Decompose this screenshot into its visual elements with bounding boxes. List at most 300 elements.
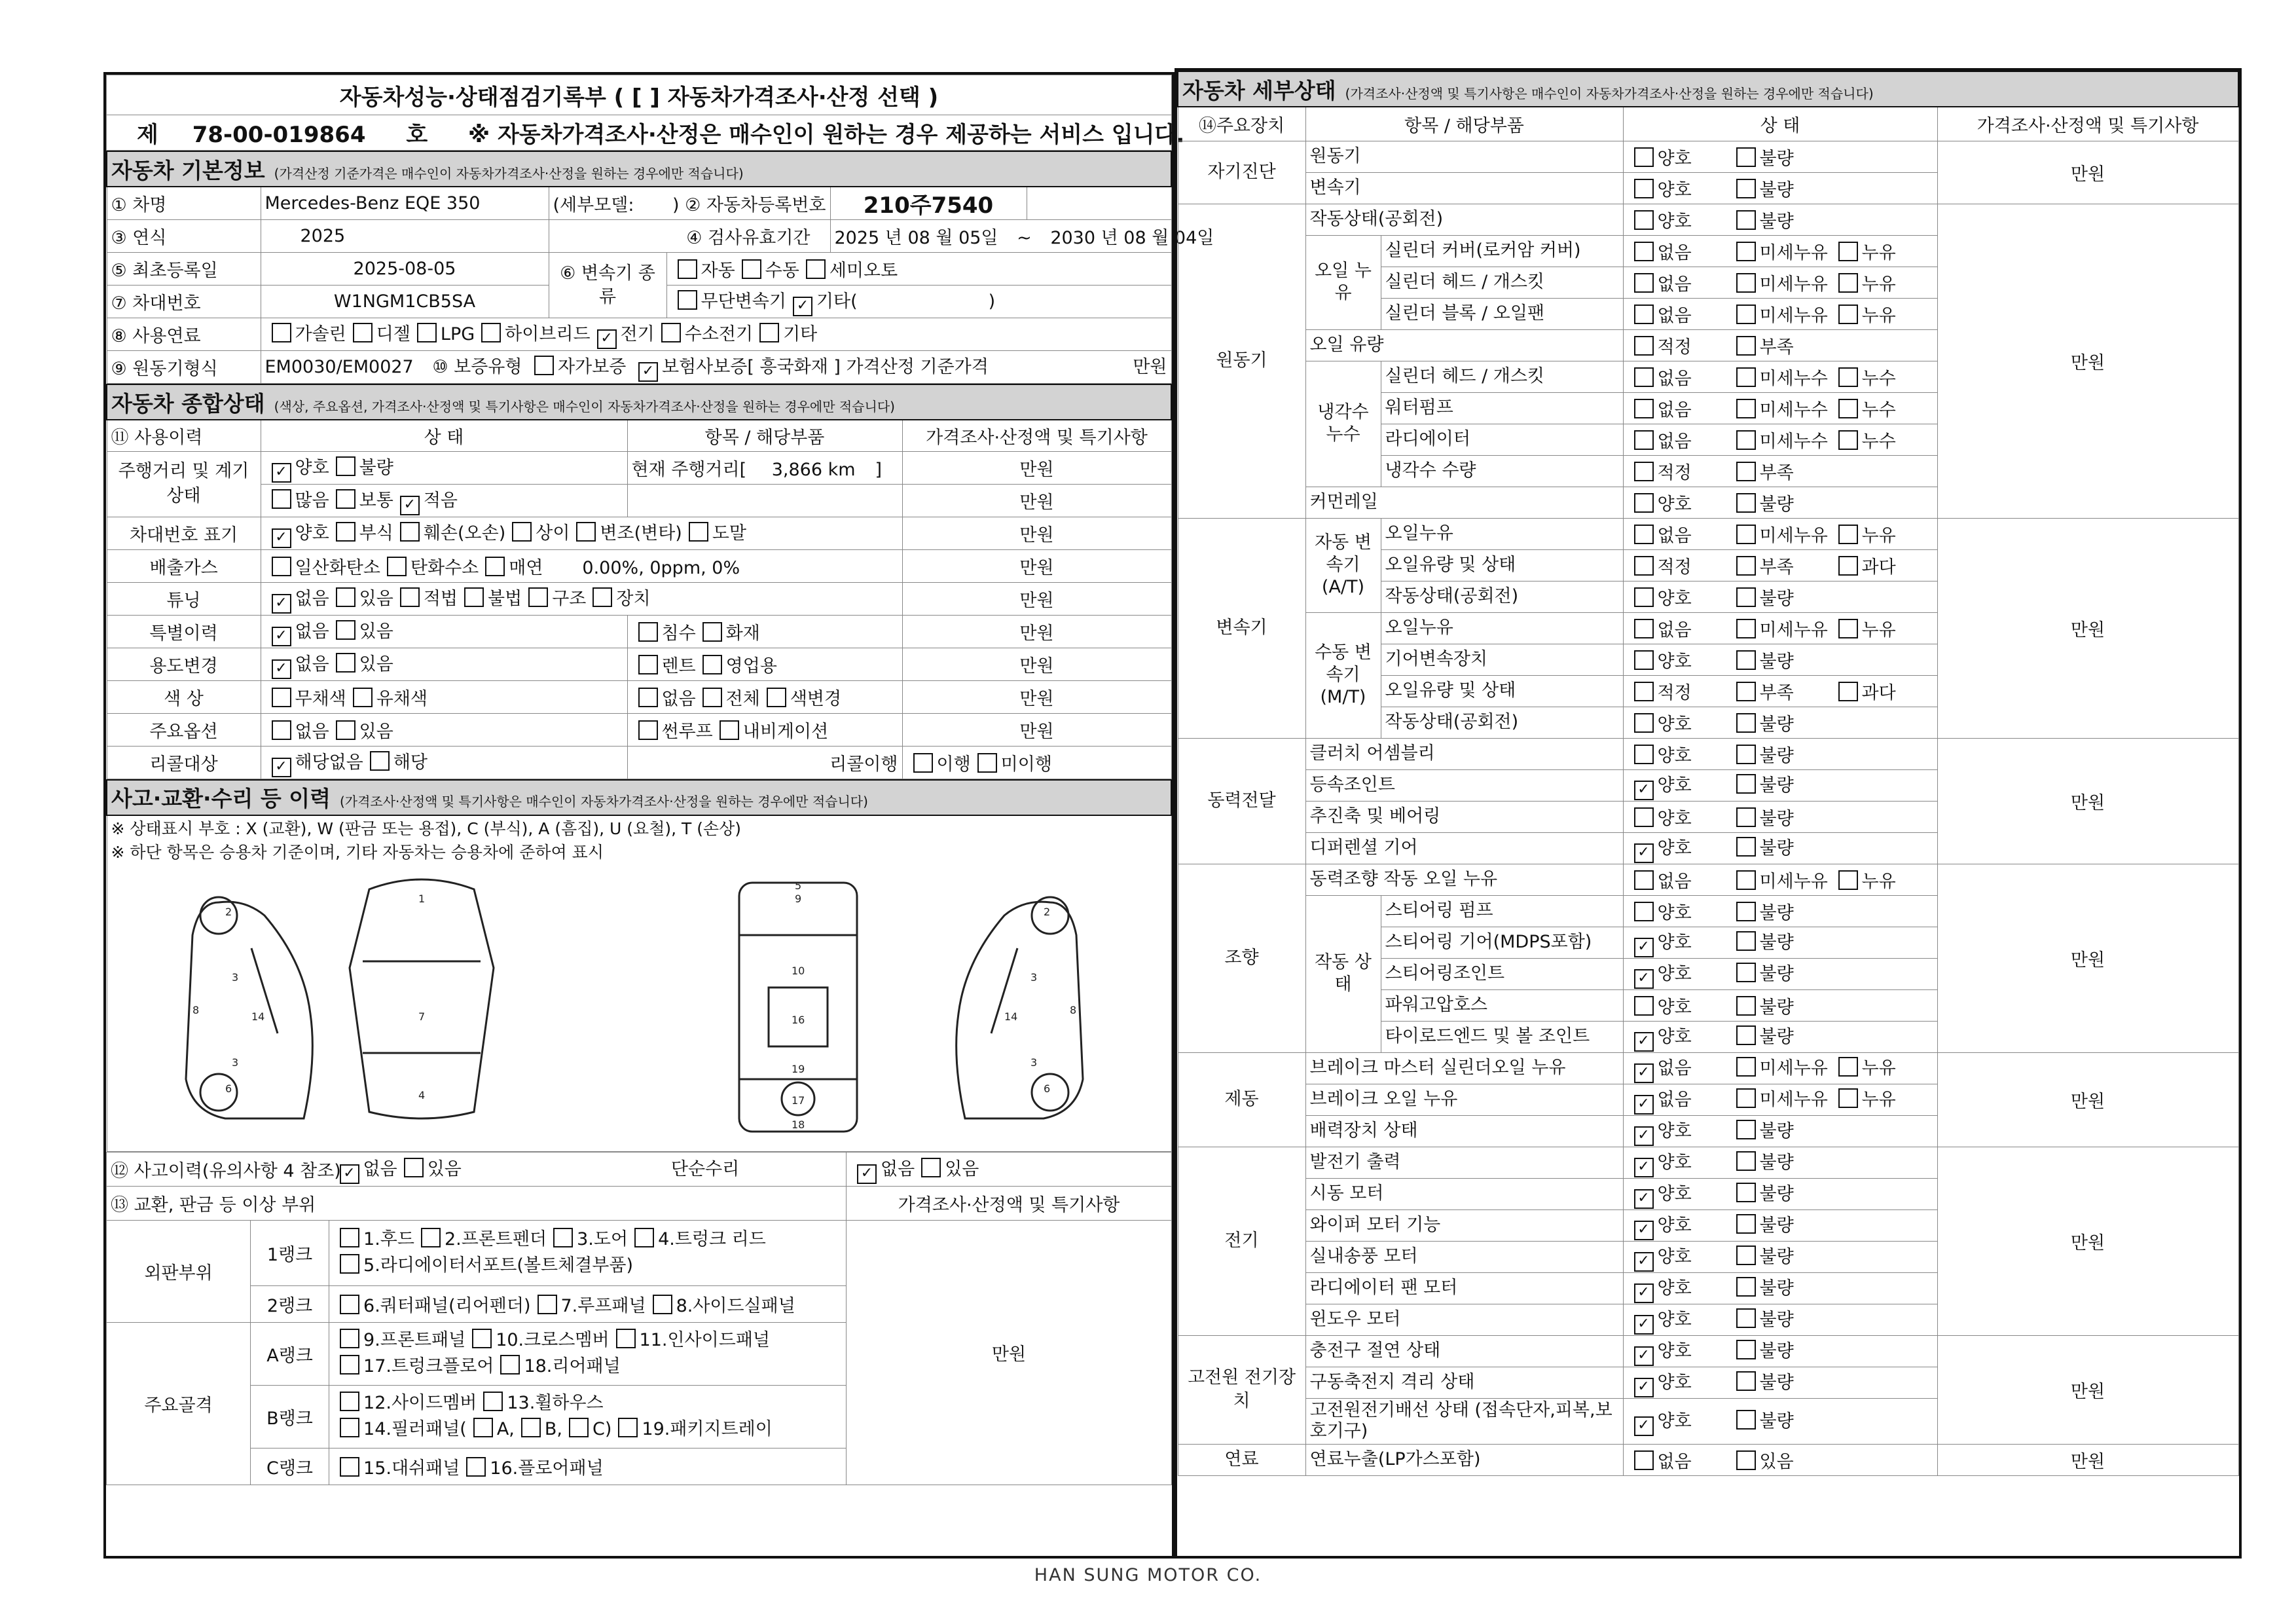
state-option: 누유	[1861, 1089, 1896, 1110]
state-checkbox[interactable]	[1736, 462, 1756, 481]
state-option: 미세누유	[1759, 619, 1828, 640]
color2-checkbox-2[interactable]	[767, 688, 786, 707]
rankC-checkbox-1[interactable]	[466, 1457, 486, 1477]
state-checkbox[interactable]: ✓	[1634, 1315, 1654, 1335]
normal: 보통	[359, 490, 393, 511]
color-checkbox-0[interactable]	[272, 688, 291, 707]
trans2-option-0: 무단변속기	[701, 291, 786, 312]
state-checkbox[interactable]	[1736, 556, 1756, 576]
color2-option-0: 없음	[661, 688, 696, 709]
right-panel	[1175, 68, 2242, 1559]
many: 많음	[295, 490, 329, 511]
state-checkbox[interactable]	[1736, 1057, 1756, 1077]
usage-option-1: 영업용	[725, 655, 777, 676]
state-checkbox[interactable]	[1634, 807, 1654, 827]
state-checkbox[interactable]	[1736, 837, 1756, 857]
group-7-item-1: 구동축전지 격리 상태	[1305, 1367, 1623, 1398]
rankC-option-1: 16.플로어패널	[490, 1458, 604, 1479]
few: 적음	[423, 490, 458, 511]
group-1-item-7: 라디에이터	[1381, 424, 1623, 455]
state-checkbox[interactable]	[1634, 650, 1654, 670]
rankBb-checkbox-0[interactable]	[473, 1418, 493, 1437]
state-checkbox[interactable]	[1736, 1410, 1756, 1430]
group-5-label: 제동	[1178, 1052, 1305, 1147]
group-2-sub-3: 수동 변속기 (M/T)	[1305, 612, 1381, 738]
repair-exist: 있음	[945, 1158, 979, 1179]
state-checkbox[interactable]	[1736, 619, 1756, 638]
state-option: 불량	[1759, 932, 1794, 953]
state-checkbox[interactable]	[1736, 587, 1756, 607]
state-checkbox[interactable]	[1736, 1025, 1756, 1045]
state-checkbox[interactable]	[1634, 210, 1654, 230]
state-option: 불량	[1759, 1278, 1794, 1299]
group-4-state-5	[1623, 1021, 1937, 1052]
group-2-state-0	[1623, 518, 1937, 549]
state-checkbox[interactable]: ✓	[1634, 1158, 1654, 1177]
state-checkbox[interactable]	[1634, 619, 1654, 638]
fuel-option-2: LPG	[440, 324, 475, 344]
repair-none-checkbox[interactable]: ✓	[857, 1164, 877, 1184]
state-checkbox[interactable]	[1634, 430, 1654, 450]
rankBb-checkbox-3[interactable]	[618, 1418, 638, 1437]
normal-checkbox[interactable]	[336, 489, 355, 509]
state-option: 양호	[1657, 963, 1692, 984]
rankB-label: B랭크	[251, 1385, 329, 1448]
recall-yes-checkbox[interactable]	[370, 751, 390, 771]
svg-text:2: 2	[225, 905, 232, 918]
state-option: 미세누수	[1759, 368, 1828, 389]
state-checkbox[interactable]: ✓	[1634, 1095, 1654, 1115]
group-1-state-7	[1623, 424, 1937, 455]
state-checkbox[interactable]	[1838, 242, 1858, 261]
state-checkbox[interactable]	[1736, 525, 1756, 544]
group-2-label: 변속기	[1178, 518, 1305, 738]
state-checkbox[interactable]	[1736, 745, 1756, 764]
accident-exist: 있음	[427, 1158, 462, 1179]
tuning-checkbox-2[interactable]	[528, 587, 548, 607]
detail-col-price: 가격조사·산정액 및 특기사항	[1937, 107, 2238, 141]
state-checkbox[interactable]: ✓	[1634, 1126, 1654, 1146]
rankBb-checkbox-2[interactable]	[569, 1418, 589, 1437]
emission-option-2: 매연	[509, 557, 543, 578]
state-option: 양호	[1657, 714, 1692, 735]
option-checkbox-0[interactable]	[638, 720, 658, 740]
state-checkbox[interactable]	[1838, 304, 1858, 324]
group-2-item-3: 오일누유	[1381, 612, 1623, 644]
fuel-checkbox-4[interactable]: ✓	[597, 329, 617, 349]
state-checkbox[interactable]	[1634, 587, 1654, 607]
trans2-option-1: 기타(	[816, 291, 858, 312]
rank2-option-1: 7.루프패널	[560, 1295, 646, 1316]
special-none-checkbox[interactable]: ✓	[272, 627, 291, 646]
state-checkbox[interactable]	[1736, 870, 1756, 890]
state-checkbox[interactable]	[1736, 963, 1756, 982]
state-option: 양호	[1657, 745, 1692, 766]
pillar-checkbox[interactable]	[340, 1418, 359, 1437]
tuning-checkbox-1[interactable]	[464, 587, 484, 607]
option-checkbox-1[interactable]	[720, 720, 739, 740]
group-4-sub-1: 작동 상태	[1305, 895, 1381, 1052]
emission-checkbox-2[interactable]	[485, 557, 505, 576]
special-none: 없음	[295, 621, 329, 642]
color-label: 색 상	[107, 680, 261, 713]
recall-none-checkbox[interactable]: ✓	[272, 758, 291, 777]
state-checkbox[interactable]	[1736, 1151, 1756, 1171]
form-title: 자동차성능·상태점검기록부 ( [ ] 자동차가격조사·산정 선택 )	[107, 75, 1172, 115]
usage-none: 없음	[295, 654, 329, 674]
rankB-checkbox-1[interactable]	[483, 1392, 503, 1411]
state-checkbox[interactable]	[1736, 1183, 1756, 1202]
state-checkbox[interactable]	[1634, 147, 1654, 167]
state-checkbox[interactable]	[1736, 273, 1756, 293]
group-6-item-3: 실내송풍 모터	[1305, 1241, 1623, 1272]
warranty-ins-checkbox[interactable]: ✓	[638, 362, 658, 382]
state-checkbox[interactable]	[1736, 430, 1756, 450]
tuning-checkbox-3[interactable]	[592, 587, 612, 607]
state-checkbox[interactable]	[1736, 210, 1756, 230]
rank2-checkbox-1[interactable]	[538, 1295, 557, 1314]
state-checkbox[interactable]	[1634, 273, 1654, 293]
group-2-item-6: 작동상태(공회전)	[1381, 707, 1623, 738]
state-option: 없음	[1657, 1451, 1692, 1472]
rankB-checkbox-0[interactable]	[340, 1392, 359, 1411]
state-checkbox[interactable]	[1634, 304, 1654, 324]
fuel-checkbox-2[interactable]	[417, 323, 437, 342]
state-checkbox[interactable]: ✓	[1634, 1189, 1654, 1209]
group-0-state-1	[1623, 172, 1937, 204]
state-checkbox[interactable]: ✓	[1634, 1346, 1654, 1366]
state-checkbox[interactable]	[1634, 179, 1654, 198]
rank1-checkbox-2[interactable]	[553, 1228, 573, 1247]
vinmark-checkbox-2[interactable]	[400, 522, 420, 542]
option-exist-checkbox[interactable]	[336, 720, 355, 740]
state-checkbox[interactable]	[1736, 1340, 1756, 1359]
state-checkbox[interactable]	[1736, 682, 1756, 701]
state-checkbox[interactable]	[1634, 870, 1654, 890]
state-checkbox[interactable]	[1736, 931, 1756, 951]
number-value: 78-00-019864	[192, 122, 366, 148]
group-2-unit: 만원	[1937, 518, 2238, 738]
state-checkbox[interactable]	[1736, 1277, 1756, 1297]
state-checkbox[interactable]: ✓	[1634, 1416, 1654, 1436]
state-checkbox[interactable]: ✓	[1634, 1032, 1654, 1052]
usage-checkbox-0[interactable]	[638, 655, 658, 674]
year: 2025	[261, 220, 549, 253]
option-none-checkbox[interactable]	[272, 720, 291, 740]
emission-checkbox-0[interactable]	[272, 557, 291, 576]
state-checkbox[interactable]	[1736, 807, 1756, 827]
group-2-sub-0: 자동 변속기 (A/T)	[1305, 518, 1381, 612]
color2-checkbox-1[interactable]	[702, 688, 722, 707]
group-2-item-2: 작동상태(공회전)	[1381, 581, 1623, 612]
inspect-to: 2030 년 08 월 04일	[1050, 228, 1214, 248]
state-checkbox[interactable]	[1634, 525, 1654, 544]
emission-checkbox-1[interactable]	[387, 557, 407, 576]
state-checkbox[interactable]: ✓	[1634, 781, 1654, 800]
usage-none-checkbox[interactable]: ✓	[272, 659, 291, 679]
state-option: 없음	[1657, 525, 1692, 546]
state-option: 불량	[1759, 1411, 1794, 1431]
state-checkbox[interactable]	[1838, 1057, 1858, 1077]
group-4-item-4: 파워고압호스	[1381, 989, 1623, 1021]
state-checkbox[interactable]	[1634, 462, 1654, 481]
trans1-option-2: 세미오토	[829, 261, 898, 281]
rank1b-checkbox-0[interactable]	[340, 1254, 359, 1274]
trans2-checkbox-0[interactable]	[678, 290, 697, 310]
mileage-bad-checkbox[interactable]	[336, 456, 355, 476]
vin-label: ⑦ 차대번호	[107, 286, 261, 318]
rankA-label: A랭크	[251, 1322, 329, 1385]
rank1-checkbox-1[interactable]	[421, 1228, 441, 1247]
mileage-unit: 만원	[902, 451, 1171, 484]
special-checkbox-1[interactable]	[702, 622, 722, 642]
color-options	[261, 680, 627, 713]
trans2-checkbox-1[interactable]: ✓	[793, 297, 812, 316]
group-6-state-5	[1623, 1304, 1937, 1335]
group-4-item-0: 동력조향 작동 오일 누유	[1305, 864, 1623, 895]
rankA-checkbox-0[interactable]	[340, 1329, 359, 1348]
state-checkbox[interactable]	[1838, 525, 1858, 544]
rank2-checkbox-0[interactable]	[340, 1295, 359, 1314]
rankBb-option-0: A,	[496, 1419, 515, 1439]
state-option: 불량	[1759, 775, 1794, 796]
state-checkbox[interactable]	[1634, 336, 1654, 356]
state-checkbox[interactable]	[1736, 399, 1756, 418]
color-option-0: 무채색	[295, 688, 346, 709]
group-7-item-0: 충전구 절연 상태	[1305, 1335, 1623, 1367]
state-checkbox[interactable]	[1838, 682, 1858, 701]
state-checkbox[interactable]	[1634, 399, 1654, 418]
tuning-exist-checkbox[interactable]	[336, 587, 355, 607]
svg-text:6: 6	[1043, 1082, 1050, 1095]
state-checkbox[interactable]	[1736, 147, 1756, 167]
state-checkbox[interactable]	[1838, 1088, 1858, 1108]
usage-exist-checkbox[interactable]	[336, 653, 355, 673]
warranty-self-checkbox[interactable]	[534, 356, 554, 375]
state-option: 양호	[1657, 179, 1692, 200]
recall-none: 해당없음	[295, 752, 363, 773]
header-table	[106, 75, 1185, 151]
accident-exist-checkbox[interactable]	[404, 1158, 424, 1177]
state-checkbox[interactable]	[1736, 1214, 1756, 1234]
vinmark-checkbox-3[interactable]	[512, 522, 532, 542]
repair-none: 없음	[881, 1158, 915, 1179]
state-option: 양호	[1657, 1152, 1692, 1173]
state-checkbox[interactable]	[1736, 367, 1756, 387]
col-state: 상 태	[261, 420, 627, 451]
mileage2-unit: 만원	[902, 484, 1171, 517]
accident-none-checkbox[interactable]: ✓	[340, 1164, 359, 1184]
group-3-state-0	[1623, 738, 1937, 769]
special-exist-checkbox[interactable]	[336, 620, 355, 640]
state-checkbox[interactable]	[1736, 1088, 1756, 1108]
rankAb-checkbox-1[interactable]	[500, 1355, 520, 1375]
group-1-sub-5: 냉각수 누수	[1305, 361, 1381, 487]
rank1-checkbox-3[interactable]	[634, 1228, 654, 1247]
color-checkbox-1[interactable]	[353, 688, 373, 707]
special-option-1: 화재	[725, 623, 760, 644]
many-checkbox[interactable]	[272, 489, 291, 509]
state-option: 미세누유	[1759, 525, 1828, 546]
state-checkbox[interactable]	[1634, 713, 1654, 733]
rankC-checkbox-0[interactable]	[340, 1457, 359, 1477]
accident-table	[106, 779, 1172, 1152]
recall-do: 리콜이행	[627, 746, 902, 779]
group-3-state-2	[1623, 801, 1937, 832]
state-option: 적정	[1657, 682, 1692, 703]
col-use: ⑪ 사용이력	[107, 420, 261, 451]
state-checkbox[interactable]	[1838, 556, 1858, 576]
state-checkbox[interactable]: ✓	[1634, 1221, 1654, 1240]
number-suffix: 호	[406, 122, 428, 148]
option-option-1: 내비게이션	[742, 721, 829, 742]
state-checkbox[interactable]	[1838, 870, 1858, 890]
engine: EM0030/EM0027	[264, 357, 414, 377]
state-checkbox[interactable]	[1736, 1120, 1756, 1139]
svg-text:5: 5	[794, 879, 801, 892]
state-checkbox[interactable]	[1634, 1450, 1654, 1470]
rankAb-checkbox-0[interactable]	[340, 1355, 359, 1375]
general-status-table	[106, 384, 1172, 779]
group-4-item-1: 스티어링 펌프	[1381, 895, 1623, 927]
trans1-checkbox-0[interactable]	[678, 259, 697, 279]
state-option: 부족	[1759, 462, 1794, 483]
usage-checkbox-1[interactable]	[702, 655, 722, 674]
fuel-checkbox-0[interactable]	[272, 323, 291, 342]
rankA-checkbox-2[interactable]	[616, 1329, 636, 1348]
state-option: 없음	[1657, 431, 1692, 452]
state-checkbox[interactable]	[1736, 336, 1756, 356]
vinmark-checkbox-4[interactable]	[576, 522, 596, 542]
rankB-pillar: 14.필러패널(	[363, 1419, 467, 1439]
group-4-item-5: 타이로드엔드 및 볼 조인트	[1381, 1021, 1623, 1052]
state-option: 없음	[1657, 1058, 1692, 1079]
state-checkbox[interactable]	[1736, 650, 1756, 670]
state-checkbox[interactable]	[1634, 493, 1654, 513]
recall-done-checkbox[interactable]	[913, 753, 933, 773]
state-checkbox[interactable]	[1634, 242, 1654, 261]
rankBb-checkbox-1[interactable]	[521, 1418, 541, 1437]
state-checkbox[interactable]	[1736, 1308, 1756, 1328]
color2-checkbox-0[interactable]	[638, 688, 658, 707]
state-checkbox[interactable]: ✓	[1634, 1283, 1654, 1303]
state-checkbox[interactable]	[1736, 304, 1756, 324]
state-checkbox[interactable]	[1634, 902, 1654, 921]
rank2-checkbox-2[interactable]	[653, 1295, 672, 1314]
state-checkbox[interactable]	[1838, 399, 1858, 418]
vinmark-checkbox-0[interactable]: ✓	[272, 528, 291, 548]
fuel-option-4: 전기	[620, 324, 655, 344]
state-checkbox[interactable]	[1736, 1246, 1756, 1265]
recall-not-checkbox[interactable]	[977, 753, 997, 773]
trans1-checkbox-1[interactable]	[742, 259, 761, 279]
group-1-unit: 만원	[1937, 204, 2238, 518]
state-checkbox[interactable]	[1634, 996, 1654, 1016]
state-checkbox[interactable]: ✓	[1634, 1378, 1654, 1397]
state-checkbox[interactable]	[1736, 1450, 1756, 1470]
emission-option-1: 탄화수소	[410, 557, 479, 578]
rankA-checkbox-1[interactable]	[472, 1329, 492, 1348]
mileage-good-checkbox[interactable]: ✓	[272, 463, 291, 483]
warranty-ins: 보험사보증[ 흥국화재 ]	[661, 357, 841, 377]
state-checkbox[interactable]	[1634, 682, 1654, 701]
state-option: 불량	[1759, 745, 1794, 766]
state-checkbox[interactable]	[1736, 713, 1756, 733]
state-option: 양호	[1657, 1278, 1692, 1299]
special-unit: 만원	[902, 615, 1171, 648]
tuning-none: 없음	[295, 588, 329, 609]
group-1-item-3: 실린더 블록 / 오일팬	[1381, 298, 1623, 329]
state-checkbox[interactable]	[1736, 179, 1756, 198]
state-checkbox[interactable]	[1736, 774, 1756, 794]
repair-exist-checkbox[interactable]	[921, 1158, 941, 1177]
rank2-option-0: 6.쿼터패널(리어펜더)	[363, 1295, 531, 1316]
few-checkbox[interactable]: ✓	[400, 496, 420, 515]
fuel-checkbox-1[interactable]	[353, 323, 373, 342]
group-4-label: 조향	[1178, 864, 1305, 1052]
state-checkbox[interactable]	[1736, 1371, 1756, 1391]
svg-text:1: 1	[418, 892, 425, 905]
rankB-option-0: 12.사이드멤버	[363, 1393, 477, 1413]
vinmark-checkbox-5[interactable]	[689, 522, 708, 542]
rankA-option-1: 10.크로스멤버	[496, 1330, 610, 1350]
mileage-good: 양호	[295, 457, 329, 478]
state-checkbox[interactable]	[1736, 493, 1756, 513]
reg-no-label: ) ② 자동차등록번호	[672, 195, 826, 215]
rank1-checkbox-0[interactable]	[340, 1228, 359, 1247]
state-checkbox[interactable]	[1838, 619, 1858, 638]
rankA-items	[333, 1327, 842, 1354]
state-option: 미세누유	[1759, 1089, 1828, 1110]
group-4-state-4	[1623, 989, 1937, 1021]
state-option: 없음	[1657, 242, 1692, 263]
state-checkbox[interactable]	[1838, 430, 1858, 450]
state-checkbox[interactable]	[1736, 996, 1756, 1016]
state-option: 누수	[1861, 368, 1896, 389]
group-6-state-2	[1623, 1209, 1937, 1241]
state-checkbox[interactable]: ✓	[1634, 1063, 1654, 1083]
state-checkbox[interactable]: ✓	[1634, 843, 1654, 863]
svg-text:7: 7	[418, 1010, 425, 1023]
tuning-none-checkbox[interactable]: ✓	[272, 594, 291, 614]
state-checkbox[interactable]: ✓	[1634, 1252, 1654, 1272]
state-option: 없음	[1657, 274, 1692, 295]
state-checkbox[interactable]	[1838, 367, 1858, 387]
state-checkbox[interactable]	[1634, 745, 1654, 764]
state-checkbox[interactable]	[1634, 367, 1654, 387]
state-checkbox[interactable]: ✓	[1634, 969, 1654, 989]
state-checkbox[interactable]: ✓	[1634, 938, 1654, 957]
vinmark-checkbox-1[interactable]	[336, 522, 355, 542]
fuel-checkbox-6[interactable]	[759, 323, 779, 342]
state-option: 없음	[1657, 368, 1692, 389]
state-checkbox[interactable]	[1634, 556, 1654, 576]
group-8-label: 연료	[1178, 1444, 1305, 1475]
state-checkbox[interactable]	[1838, 273, 1858, 293]
trans1-checkbox-2[interactable]	[806, 259, 826, 279]
group-8-unit: 만원	[1937, 1444, 2238, 1475]
tuning-checkbox-0[interactable]	[400, 587, 420, 607]
state-option: 양호	[1657, 1411, 1692, 1431]
state-checkbox[interactable]	[1736, 242, 1756, 261]
state-checkbox[interactable]	[1736, 902, 1756, 921]
special-checkbox-0[interactable]	[638, 622, 658, 642]
vinmark-option-2: 훼손(오손)	[423, 523, 506, 544]
fuel-checkbox-5[interactable]	[661, 323, 681, 342]
state-option: 과다	[1861, 557, 1896, 578]
fuel-checkbox-3[interactable]	[481, 323, 501, 342]
svg-text:18: 18	[791, 1118, 805, 1131]
